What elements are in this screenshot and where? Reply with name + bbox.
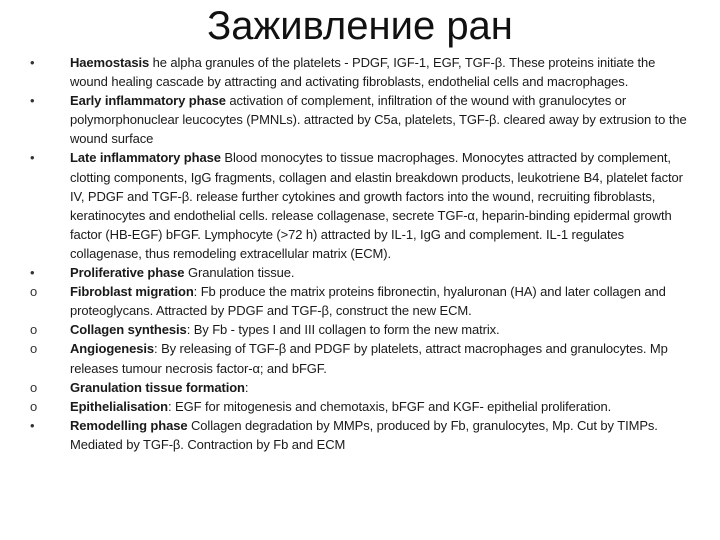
sub-bullet-marker: o: [30, 284, 38, 300]
item-lead: Granulation tissue formation: [70, 379, 245, 395]
item-text: [70, 148, 690, 263]
item-body: :: [244, 379, 249, 395]
item-text: [70, 263, 690, 282]
item-lead: Early inflammatory phase: [70, 93, 226, 109]
item-body: : By releasing of TGF-β and PDGF by platelets, attract macrophages and granulocytes. Mp releases tumour necrosis factor-α; and bFGF.: [70, 341, 668, 376]
slide-title: Заживление ран: [207, 4, 513, 48]
item-body: Collagen degradation by MMPs, produced by Fb, granulocytes, Mp. Cut by TIMPs. Mediated by TGF-β. Contraction by Fb and ECM: [70, 417, 658, 452]
bullet-marker: •: [30, 150, 35, 166]
list-item: [30, 282, 690, 320]
list-item: [30, 320, 690, 339]
item-text: [70, 397, 690, 416]
bullet-marker: •: [30, 55, 35, 70]
item-text: [70, 282, 690, 320]
list-item: [30, 339, 690, 377]
item-lead: Collagen synthesis: [70, 322, 187, 338]
list-item: [30, 148, 690, 263]
item-text: [70, 416, 690, 454]
item-body: activation of complement, infiltration of the wound with granulocytes or polymorphonuclear leucocytes (PMNLs). attracted by C5a, platelets, TGF-β. cleared away by extrusion to the wound surface: [70, 93, 687, 147]
item-body: : Fb produce the matrix proteins fibronectin, hyaluronan (HA) and later collagen and proteoglycans. Attracted by PDGF and TGF-β, construct the new ECM.: [70, 284, 666, 319]
list-item: [30, 378, 690, 397]
item-lead: Angiogenesis: [70, 341, 155, 357]
item-lead: Proliferative phase: [70, 265, 185, 281]
bullet-list: [30, 53, 690, 454]
sub-bullet-marker: o: [30, 322, 38, 338]
item-lead: Epithelialisation: [70, 398, 168, 414]
bullet-marker: •: [30, 417, 35, 433]
item-body: Granulation tissue.: [184, 265, 295, 281]
item-text: [70, 320, 690, 339]
sub-bullet-marker: o: [30, 398, 38, 414]
list-item: [30, 416, 690, 454]
list-item: [30, 53, 690, 91]
bullet-marker: •: [30, 265, 35, 281]
item-text: [70, 339, 690, 377]
list-item: [30, 91, 690, 148]
item-body: he alpha granules of the platelets - PDGF, IGF-1, EGF, TGF-β. These proteins initiate the wound healing cascade by attracting and activating fibroblasts, endothelial cells and macrophages.: [70, 55, 656, 90]
item-body: : By Fb - types I and III collagen to form the new matrix.: [186, 322, 500, 338]
list-item: [30, 397, 690, 416]
item-text: [70, 91, 690, 148]
item-lead: Late inflammatory phase: [70, 150, 221, 166]
bullet-marker: •: [30, 93, 35, 109]
sub-bullet-marker: o: [30, 379, 38, 395]
item-body: : EGF for mitogenesis and chemotaxis, bFGF and KGF- epithelial proliferation.: [167, 398, 612, 414]
item-lead: Remodelling phase: [70, 417, 188, 433]
item-body: Blood monocytes to tissue macrophages. Monocytes attracted by complement, clotting components, IgG fragments, collagen and elastin breakdown products, leukotriene B4, platelet factor IV, PDGF and TGF-β. release further cytokines and growth factors into the wound, recruiting fibroblasts, keratinocytes and endothelial cells. release collagenase, secrete TGF-α, heparin-binding epidermal growth factor (HB-EGF) bFGF. Lymphocyte (>72 h) attracted by IL-1, IgG and complement. IL-1 regulates collagenase, thus remodeling extracellular matrix (ECM).: [70, 150, 683, 261]
item-lead: Haemostasis: [70, 55, 150, 70]
item-lead: Fibroblast migration: [70, 284, 194, 300]
item-text: [70, 378, 690, 397]
item-text: [70, 53, 690, 91]
sub-bullet-marker: o: [30, 341, 38, 357]
list-item: [30, 263, 690, 282]
